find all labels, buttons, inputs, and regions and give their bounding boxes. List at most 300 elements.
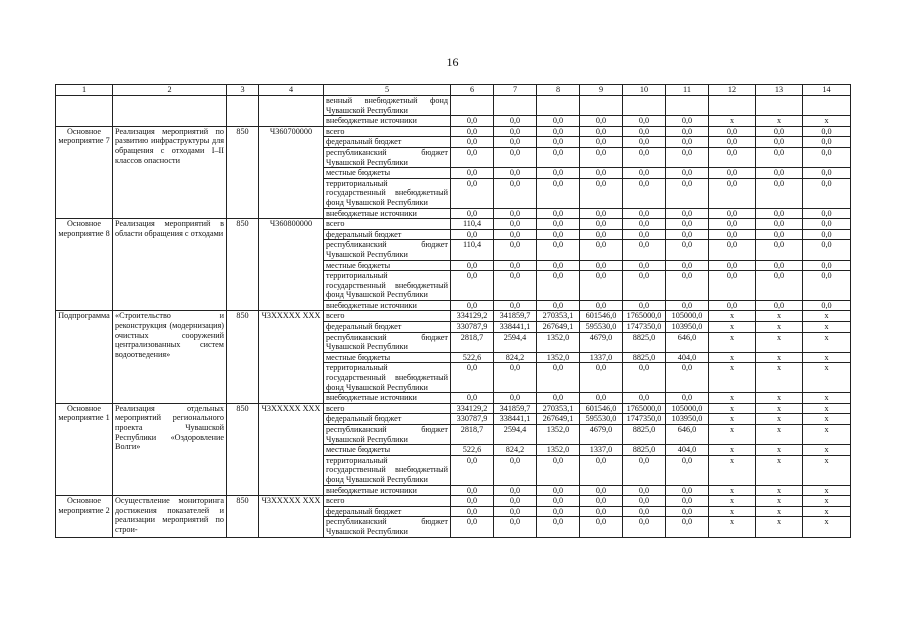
value-cell: 0,0: [580, 393, 623, 404]
grbs-code: 850: [227, 403, 259, 495]
value-cell: 0,0: [451, 260, 494, 271]
funding-source: внебюджетные источники: [324, 208, 451, 219]
value-cell: [494, 96, 537, 116]
value-cell: 0,0: [709, 208, 756, 219]
column-number: 7: [494, 85, 537, 96]
funding-source: местные бюджеты: [324, 352, 451, 363]
column-number: 4: [259, 85, 324, 96]
value-cell: 0,0: [803, 178, 851, 208]
value-cell: 0,0: [494, 137, 537, 148]
value-cell: 1352,0: [537, 445, 580, 456]
value-cell: 0,0: [537, 455, 580, 485]
value-cell: [666, 96, 709, 116]
value-cell: 270353,1: [537, 311, 580, 322]
target-article-code: Ч360800000: [259, 219, 324, 311]
value-cell: 0,0: [666, 300, 709, 311]
value-cell: 1765000,0: [623, 403, 666, 414]
value-cell: 0,0: [494, 178, 537, 208]
value-cell: 1352,0: [537, 425, 580, 445]
value-cell: х: [709, 414, 756, 425]
value-cell: 0,0: [666, 496, 709, 507]
funding-source: республиканский бюджет Чувашской Республики: [324, 147, 451, 167]
value-cell: 0,0: [537, 126, 580, 137]
value-cell: х: [756, 322, 803, 333]
value-cell: 330787,9: [451, 322, 494, 333]
value-cell: 0,0: [623, 137, 666, 148]
value-cell: х: [709, 403, 756, 414]
value-cell: 0,0: [494, 496, 537, 507]
value-cell: 1747350,0: [623, 414, 666, 425]
funding-source: территориальный государственный внебюджетный фонд Чувашской Республики: [324, 363, 451, 393]
value-cell: 0,0: [803, 300, 851, 311]
value-cell: х: [709, 116, 756, 127]
value-cell: 0,0: [494, 455, 537, 485]
continued-cell: [227, 96, 259, 127]
target-article-code: Ч3ХХХХХ ХХХ: [259, 311, 324, 403]
value-cell: х: [756, 445, 803, 456]
activity-description: Реализация мероприятий по развитию инфраструктуры для обращения с отходами I–II классов опасности: [113, 126, 227, 218]
value-cell: 0,0: [580, 260, 623, 271]
value-cell: 8825,0: [623, 425, 666, 445]
funding-source: республиканский бюджет Чувашской Республики: [324, 425, 451, 445]
value-cell: 0,0: [451, 393, 494, 404]
funding-source: республиканский бюджет Чувашской Республики: [324, 517, 451, 537]
value-cell: 0,0: [537, 496, 580, 507]
column-number: 13: [756, 85, 803, 96]
value-cell: 0,0: [580, 300, 623, 311]
value-cell: х: [709, 393, 756, 404]
value-cell: 0,0: [666, 116, 709, 127]
value-cell: 0,0: [623, 506, 666, 517]
value-cell: 0,0: [666, 137, 709, 148]
value-cell: 0,0: [803, 147, 851, 167]
value-cell: 0,0: [666, 517, 709, 537]
value-cell: 0,0: [451, 126, 494, 137]
value-cell: х: [709, 517, 756, 537]
column-number: 2: [113, 85, 227, 96]
value-cell: 0,0: [623, 126, 666, 137]
activity-description: «Строительство и реконструкция (модернизация) очистных сооружений централизованных систем водоотведения»: [113, 311, 227, 403]
value-cell: 0,0: [623, 229, 666, 240]
value-cell: 595530,0: [580, 414, 623, 425]
value-cell: х: [709, 311, 756, 322]
continued-cell: [113, 96, 227, 127]
value-cell: 1352,0: [537, 332, 580, 352]
value-cell: 0,0: [580, 271, 623, 301]
value-cell: х: [709, 363, 756, 393]
column-number: 5: [324, 85, 451, 96]
funding-source: внебюджетные источники: [324, 393, 451, 404]
column-number: 1: [56, 85, 113, 96]
value-cell: 0,0: [803, 240, 851, 260]
grbs-code: 850: [227, 219, 259, 311]
value-cell: 0,0: [451, 147, 494, 167]
value-cell: 0,0: [451, 300, 494, 311]
funding-source: местные бюджеты: [324, 445, 451, 456]
value-cell: 0,0: [666, 147, 709, 167]
value-cell: 0,0: [537, 506, 580, 517]
value-cell: 4679,0: [580, 425, 623, 445]
value-cell: 0,0: [756, 260, 803, 271]
value-cell: [709, 96, 756, 116]
value-cell: 0,0: [756, 208, 803, 219]
value-cell: 0,0: [580, 517, 623, 537]
value-cell: х: [756, 425, 803, 445]
value-cell: х: [803, 425, 851, 445]
value-cell: 0,0: [537, 240, 580, 260]
value-cell: 0,0: [494, 208, 537, 219]
value-cell: 267649,1: [537, 322, 580, 333]
value-cell: 0,0: [451, 168, 494, 179]
value-cell: 110,4: [451, 219, 494, 230]
value-cell: 0,0: [580, 147, 623, 167]
value-cell: 0,0: [451, 271, 494, 301]
value-cell: 0,0: [580, 137, 623, 148]
value-cell: 0,0: [537, 147, 580, 167]
value-cell: 0,0: [451, 485, 494, 496]
value-cell: 0,0: [451, 208, 494, 219]
value-cell: 0,0: [666, 178, 709, 208]
value-cell: х: [803, 403, 851, 414]
value-cell: 0,0: [580, 496, 623, 507]
value-cell: 0,0: [803, 137, 851, 148]
value-cell: х: [756, 455, 803, 485]
activity-name: Основное мероприятие 7: [56, 126, 113, 218]
value-cell: х: [756, 393, 803, 404]
value-cell: 0,0: [803, 168, 851, 179]
value-cell: 334129,2: [451, 311, 494, 322]
funding-source: республиканский бюджет Чувашской Республики: [324, 332, 451, 352]
value-cell: 0,0: [756, 271, 803, 301]
value-cell: 0,0: [494, 219, 537, 230]
value-cell: 8825,0: [623, 445, 666, 456]
value-cell: 0,0: [623, 393, 666, 404]
value-cell: 0,0: [623, 455, 666, 485]
value-cell: 0,0: [666, 168, 709, 179]
value-cell: х: [756, 403, 803, 414]
column-number: 10: [623, 85, 666, 96]
value-cell: 341859,7: [494, 403, 537, 414]
value-cell: 0,0: [580, 240, 623, 260]
value-cell: 0,0: [756, 126, 803, 137]
value-cell: 105000,0: [666, 403, 709, 414]
value-cell: 0,0: [709, 271, 756, 301]
funding-source: федеральный бюджет: [324, 229, 451, 240]
value-cell: 2818,7: [451, 425, 494, 445]
value-cell: 0,0: [580, 116, 623, 127]
value-cell: 1352,0: [537, 352, 580, 363]
value-cell: 0,0: [537, 517, 580, 537]
value-cell: 0,0: [623, 496, 666, 507]
value-cell: 0,0: [537, 168, 580, 179]
value-cell: 4679,0: [580, 332, 623, 352]
funding-source: внебюджетные источники: [324, 300, 451, 311]
value-cell: 0,0: [451, 137, 494, 148]
value-cell: х: [756, 485, 803, 496]
column-number: 8: [537, 85, 580, 96]
value-cell: 0,0: [666, 208, 709, 219]
value-cell: х: [803, 393, 851, 404]
value-cell: 522,6: [451, 352, 494, 363]
funding-source: всего: [324, 403, 451, 414]
value-cell: 0,0: [756, 178, 803, 208]
value-cell: 601546,0: [580, 403, 623, 414]
value-cell: х: [803, 363, 851, 393]
value-cell: 0,0: [623, 168, 666, 179]
value-cell: х: [756, 311, 803, 322]
table-body: [56, 96, 851, 538]
target-article-code: Ч3ХХХХХ ХХХ: [259, 496, 324, 537]
table-row: [56, 496, 851, 507]
value-cell: 824,2: [494, 445, 537, 456]
value-cell: [756, 96, 803, 116]
value-cell: 0,0: [666, 393, 709, 404]
target-article-code: Ч360700000: [259, 126, 324, 218]
column-number: 3: [227, 85, 259, 96]
activity-name: Основное мероприятие 1: [56, 403, 113, 495]
grbs-code: 850: [227, 126, 259, 218]
value-cell: 0,0: [623, 260, 666, 271]
value-cell: [537, 96, 580, 116]
value-cell: х: [803, 496, 851, 507]
value-cell: 0,0: [666, 485, 709, 496]
value-cell: 595530,0: [580, 322, 623, 333]
value-cell: 110,4: [451, 240, 494, 260]
value-cell: [623, 96, 666, 116]
value-cell: 0,0: [494, 116, 537, 127]
value-cell: х: [803, 506, 851, 517]
value-cell: 0,0: [756, 240, 803, 260]
value-cell: 0,0: [756, 300, 803, 311]
funding-source: всего: [324, 126, 451, 137]
value-cell: 0,0: [709, 178, 756, 208]
value-cell: 2594,4: [494, 332, 537, 352]
funding-source: венный внебюджетный фонд Чувашской Республики: [324, 96, 451, 116]
value-cell: 0,0: [494, 168, 537, 179]
value-cell: 0,0: [803, 208, 851, 219]
funding-source: федеральный бюджет: [324, 414, 451, 425]
value-cell: х: [756, 363, 803, 393]
value-cell: 0,0: [580, 363, 623, 393]
value-cell: 0,0: [451, 229, 494, 240]
funding-source: территориальный государственный внебюджетный фонд Чувашской Республики: [324, 271, 451, 301]
value-cell: 0,0: [451, 178, 494, 208]
value-cell: 1747350,0: [623, 322, 666, 333]
value-cell: х: [709, 322, 756, 333]
value-cell: 0,0: [580, 219, 623, 230]
value-cell: 0,0: [623, 208, 666, 219]
value-cell: 0,0: [623, 178, 666, 208]
value-cell: 0,0: [494, 300, 537, 311]
column-number-row: [56, 85, 851, 96]
value-cell: 404,0: [666, 445, 709, 456]
funding-source: внебюджетные источники: [324, 116, 451, 127]
value-cell: х: [756, 414, 803, 425]
value-cell: х: [803, 352, 851, 363]
value-cell: х: [756, 517, 803, 537]
value-cell: х: [803, 414, 851, 425]
value-cell: 1765000,0: [623, 311, 666, 322]
value-cell: х: [803, 455, 851, 485]
value-cell: х: [709, 455, 756, 485]
value-cell: 0,0: [580, 208, 623, 219]
value-cell: 0,0: [580, 178, 623, 208]
value-cell: 522,6: [451, 445, 494, 456]
value-cell: 0,0: [623, 271, 666, 301]
grbs-code: 850: [227, 311, 259, 403]
value-cell: 103950,0: [666, 322, 709, 333]
value-cell: х: [803, 517, 851, 537]
activity-name: Подпрограмма: [56, 311, 113, 403]
budget-table: [55, 84, 851, 538]
continued-cell: [259, 96, 324, 127]
value-cell: х: [803, 332, 851, 352]
value-cell: 1337,0: [580, 445, 623, 456]
value-cell: 0,0: [537, 271, 580, 301]
value-cell: 0,0: [494, 260, 537, 271]
value-cell: 601546,0: [580, 311, 623, 322]
value-cell: 0,0: [580, 168, 623, 179]
value-cell: 0,0: [666, 126, 709, 137]
value-cell: 0,0: [756, 229, 803, 240]
value-cell: 0,0: [494, 506, 537, 517]
value-cell: 0,0: [709, 147, 756, 167]
value-cell: 0,0: [451, 116, 494, 127]
value-cell: 0,0: [451, 363, 494, 393]
value-cell: 338441,1: [494, 322, 537, 333]
funding-source: всего: [324, 496, 451, 507]
value-cell: 0,0: [451, 517, 494, 537]
value-cell: 1337,0: [580, 352, 623, 363]
funding-source: федеральный бюджет: [324, 506, 451, 517]
value-cell: х: [803, 445, 851, 456]
value-cell: 0,0: [803, 271, 851, 301]
value-cell: 338441,1: [494, 414, 537, 425]
value-cell: 0,0: [756, 168, 803, 179]
value-cell: 0,0: [494, 229, 537, 240]
value-cell: х: [709, 425, 756, 445]
value-cell: 0,0: [580, 455, 623, 485]
value-cell: 0,0: [666, 229, 709, 240]
value-cell: 0,0: [580, 506, 623, 517]
value-cell: 0,0: [709, 219, 756, 230]
funding-source: внебюджетные источники: [324, 485, 451, 496]
value-cell: 0,0: [666, 506, 709, 517]
value-cell: 0,0: [623, 363, 666, 393]
value-cell: 0,0: [494, 393, 537, 404]
value-cell: 0,0: [709, 126, 756, 137]
table-row: [56, 126, 851, 137]
funding-source: республиканский бюджет Чувашской Республики: [324, 240, 451, 260]
value-cell: 0,0: [709, 137, 756, 148]
table-row: [56, 96, 851, 116]
column-number: 14: [803, 85, 851, 96]
value-cell: 0,0: [537, 300, 580, 311]
value-cell: 0,0: [451, 506, 494, 517]
value-cell: х: [709, 485, 756, 496]
value-cell: 8825,0: [623, 332, 666, 352]
value-cell: х: [756, 496, 803, 507]
value-cell: х: [756, 506, 803, 517]
value-cell: х: [709, 332, 756, 352]
table-row: [56, 311, 851, 322]
activity-description: Реализация отдельных мероприятий регионального проекта Чувашской Республики «Оздоровление Волги»: [113, 403, 227, 495]
table-row: [56, 403, 851, 414]
value-cell: 0,0: [666, 240, 709, 260]
column-number: 12: [709, 85, 756, 96]
funding-source: всего: [324, 219, 451, 230]
activity-description: Осуществление мониторинга достижения показателей и реализации мероприятий по строи-: [113, 496, 227, 537]
value-cell: 267649,1: [537, 414, 580, 425]
value-cell: 404,0: [666, 352, 709, 363]
value-cell: 0,0: [666, 219, 709, 230]
value-cell: х: [709, 352, 756, 363]
value-cell: 0,0: [709, 168, 756, 179]
value-cell: 0,0: [666, 455, 709, 485]
value-cell: 0,0: [451, 455, 494, 485]
value-cell: 0,0: [494, 240, 537, 260]
value-cell: 330787,9: [451, 414, 494, 425]
value-cell: 0,0: [756, 219, 803, 230]
value-cell: х: [803, 322, 851, 333]
value-cell: 0,0: [709, 260, 756, 271]
value-cell: 0,0: [623, 147, 666, 167]
activity-name: Основное мероприятие 2: [56, 496, 113, 537]
table-row: [56, 219, 851, 230]
value-cell: 105000,0: [666, 311, 709, 322]
funding-source: местные бюджеты: [324, 168, 451, 179]
value-cell: 0,0: [666, 363, 709, 393]
value-cell: [580, 96, 623, 116]
value-cell: 0,0: [537, 137, 580, 148]
activity-name: Основное мероприятие 8: [56, 219, 113, 311]
value-cell: 334129,2: [451, 403, 494, 414]
value-cell: х: [756, 352, 803, 363]
value-cell: х: [803, 116, 851, 127]
value-cell: [451, 96, 494, 116]
value-cell: 0,0: [803, 126, 851, 137]
value-cell: 0,0: [709, 300, 756, 311]
value-cell: 0,0: [537, 393, 580, 404]
value-cell: 0,0: [537, 260, 580, 271]
value-cell: 824,2: [494, 352, 537, 363]
value-cell: 0,0: [623, 219, 666, 230]
value-cell: х: [756, 332, 803, 352]
value-cell: 0,0: [494, 485, 537, 496]
funding-source: территориальный государственный внебюджетный фонд Чувашской Республики: [324, 455, 451, 485]
value-cell: 0,0: [537, 219, 580, 230]
value-cell: х: [709, 506, 756, 517]
value-cell: 0,0: [537, 363, 580, 393]
page-number: 16: [446, 55, 459, 69]
value-cell: 0,0: [580, 229, 623, 240]
value-cell: 646,0: [666, 332, 709, 352]
value-cell: 0,0: [623, 517, 666, 537]
value-cell: 0,0: [623, 300, 666, 311]
value-cell: 0,0: [494, 271, 537, 301]
value-cell: 0,0: [623, 485, 666, 496]
value-cell: 0,0: [666, 271, 709, 301]
value-cell: 0,0: [494, 147, 537, 167]
value-cell: 0,0: [623, 240, 666, 260]
value-cell: 0,0: [709, 240, 756, 260]
grbs-code: 850: [227, 496, 259, 537]
value-cell: 0,0: [537, 485, 580, 496]
column-number: 9: [580, 85, 623, 96]
value-cell: 0,0: [537, 229, 580, 240]
value-cell: 0,0: [494, 126, 537, 137]
value-cell: 0,0: [537, 116, 580, 127]
